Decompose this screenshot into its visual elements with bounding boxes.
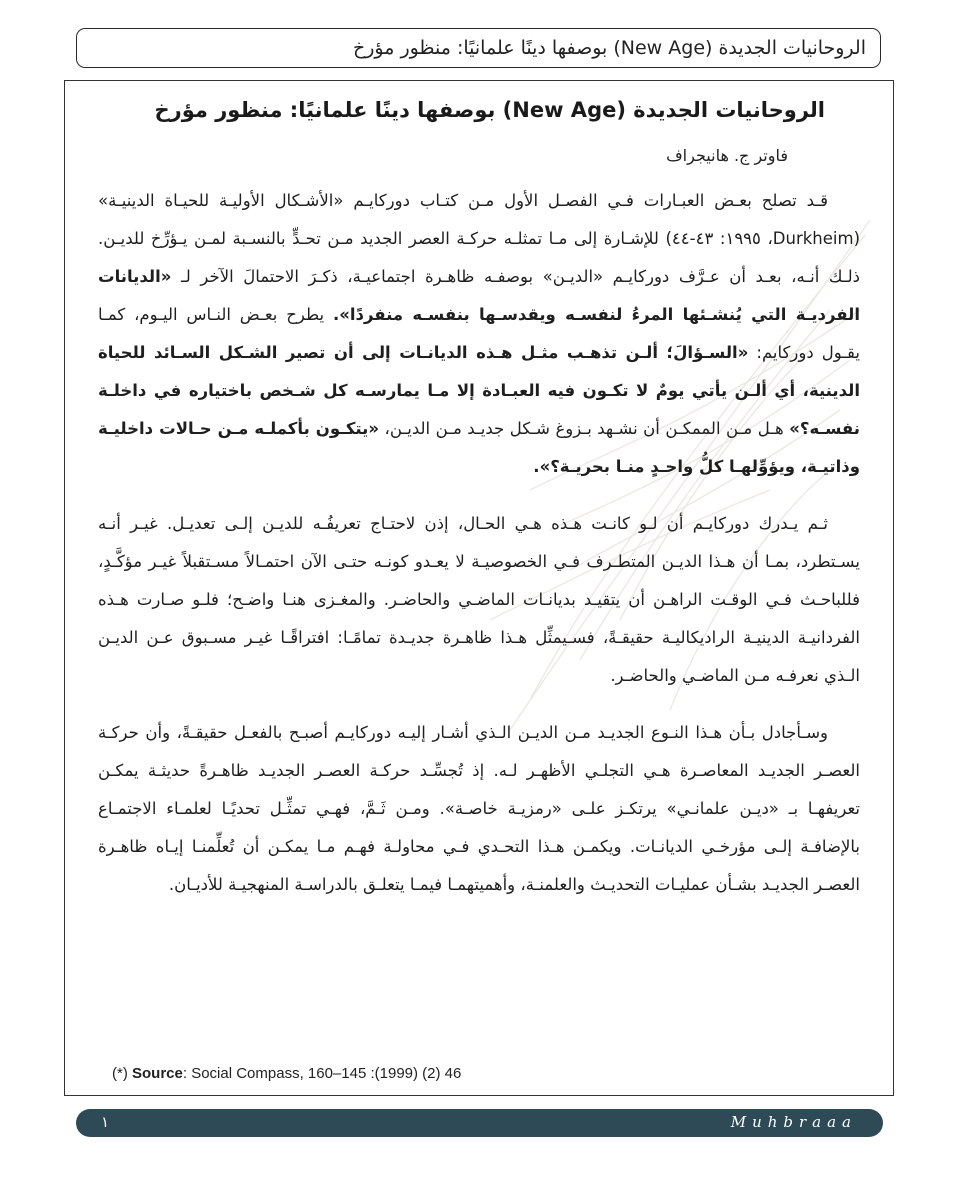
- footnote-marker: (*): [112, 1065, 128, 1082]
- paragraph-1-quote-2: «السـؤالَ؛ ألـن تذهـب مثـل هـذه الديانـات إلى أن تصير الشـكل السـائد للحياة الدينية، أي ألـن يأتي يومٌ لا تكـون فيه العبـادة إلا مـا يمارسـه كل شـخص باختياره في داخلـة نفسـه؟»: [98, 343, 860, 438]
- paragraph-2: ثـم يـدرك دوركايـم أن لـو كانـت هـذه هـي الحـال، إذن لاحتـاج تعريفُـه للديـن إلـى تعديـل. غيـر أنـه يسـتطرد، بمـا أن هـذا الديـن المتطـرف فـي الخصوصيـة لا يعـدو كونـه حتـى الآن احتمـالاً مسـتقبلاً غيـر مؤكَّـدٍ، فللباحـث فـي الوقـت الراهـن أن يتقيـد بديانـات الماضـي والحاضـر. والمغـزى هنـا واضـح؛ فلـو صـارت هـذه الفردانيـة الدينيـة الراديكاليـة حقيقـةً، فسـيمثِّل هـذا ظاهـرة جديـدة تمامًـا: افتراقًـا غيـر مسـبوق عـن الديـن الـذي نعرفـه مـن الماضـي والحاضـر.: [98, 514, 860, 685]
- article-author: فاوتر ج. هانيجراف: [666, 146, 788, 165]
- paragraph-1-quote-3: «يتكـون بأكملـه مـن حـالات داخليـة وذاتيـة، ويؤوِّلهـا كلُّ واحـدٍ منـا بحريـة؟».: [98, 419, 860, 476]
- paragraph-1-part-a: قـد تصلح بعـض العبـارات فـي الفصـل الأول مـن كتـاب دوركايـم «الأشـكال الأوليـة للحيـاة الدينيـة» (Durkheim، ١٩٩٥: ٤٣-٤٤) للإشـارة إلى مـا تمثلـه حركـة العصر الجديد مـن تحـدٍّ بالنسـبة لمـن يـؤرِّخ للديـن. ذلـك أنـه، بعـد أن عـرَّف دوركايـم «الديـن» بوصفـه ظاهـرة اجتماعيـة، ذكـرَ الاحتمالَ الآخر لـ: [98, 191, 860, 286]
- footer-brand: Muhbraaa: [730, 1113, 857, 1131]
- page-number: ١: [101, 1113, 110, 1131]
- footnote-text: : Social Compass, 160–145 :(1999) (2) 46: [182, 1065, 462, 1082]
- source-footnote: [112, 1065, 461, 1082]
- paragraph-3: وسـأجادل بـأن هـذا النـوع الجديـد مـن الديـن الـذي أشـار إليـه دوركايـم أصبـح بالفعـل حقيقـةً، وأن حركـة العصـر الجديـد المعاصـرة هـي التجلـي الأظهـر لـه. إذ تُجسِّـد حركـة العصـر الجديـد ظاهـرةً حديثـة يمكـن تعريفهـا بـ «ديـن علمانـي» يرتكـز علـى «رمزيـة خاصـة». ومـن ثَـمَّ، فهـي تمثِّـل تحديًـا لعلمـاء الاجتمـاع بالإضافـة إلـى مؤرخـي الديانـات. ويكمـن هـذا التحـدي فـي محاولـة فهـم مـا يمكـن أن تُعلِّمنـا إيـاه ظاهـرة العصـر الجديـد بشـأن عمليـات التحديـث والعلمنـة، وأهميتهمـا فيمـا يتعلـق بالدراسـة المنهجيـة للأديـان.: [98, 723, 860, 894]
- paragraph-1: [98, 182, 860, 486]
- running-header: [76, 28, 881, 68]
- paragraph-1-part-c: يطرح بعـض النـاس اليـوم، كمـا يقـول دوركايم:: [98, 305, 860, 362]
- article-body: [98, 182, 860, 904]
- article-title: الروحانيات الجديدة (New Age) بوصفها دينًا علمانيًا: منظور مؤرخ: [154, 98, 825, 122]
- footnote-label: Source: [132, 1065, 183, 1082]
- running-header-title: الروحانيات الجديدة (New Age) بوصفها دينًا علمانيًا: منظور مؤرخ: [352, 37, 866, 59]
- paragraph-1-quote-1: «الديانات الفرديـة التي يُنشـئها المرءُ لنفسـه ويقدسـها بنفسـه منفردًا».: [98, 267, 861, 324]
- paragraph-1-part-e: هـل مـن الممكـن أن نشـهد بـزوغ شـكل جديـد مـن الديـن،: [379, 419, 790, 438]
- footer-bar: [76, 1109, 883, 1137]
